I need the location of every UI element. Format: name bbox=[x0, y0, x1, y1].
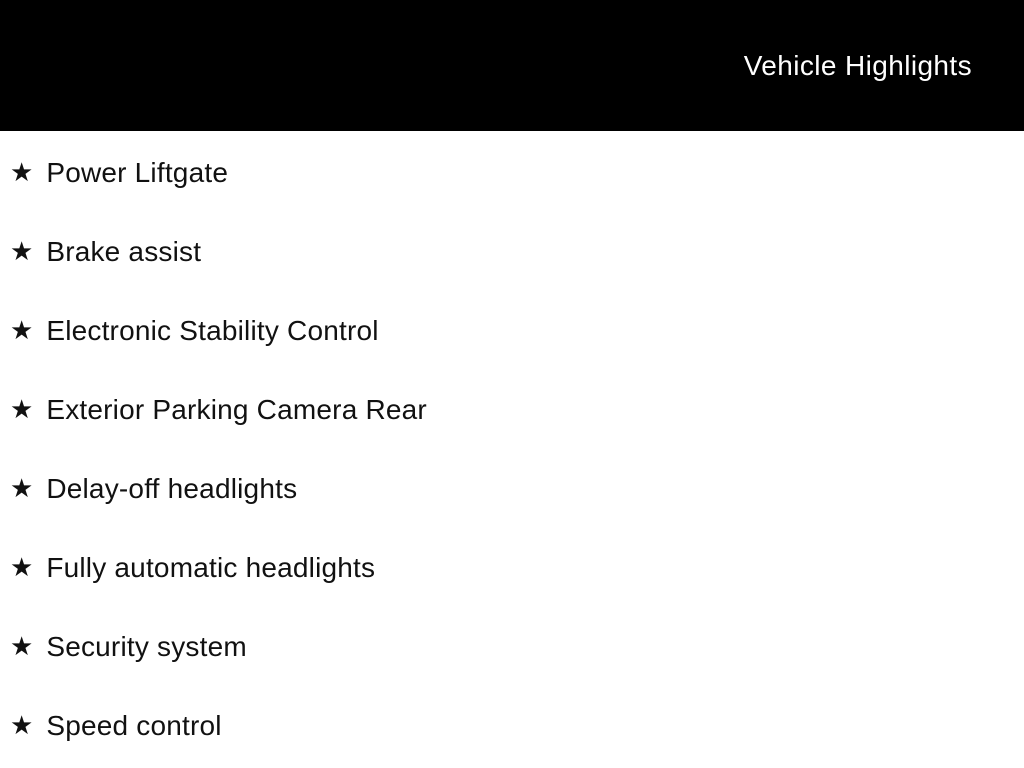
star-icon: ★ bbox=[10, 314, 34, 345]
star-icon: ★ bbox=[10, 393, 34, 424]
list-item bbox=[0, 212, 1024, 291]
header-bar bbox=[0, 0, 1024, 131]
vehicle-highlights-list bbox=[0, 131, 1024, 765]
list-item bbox=[0, 449, 1024, 528]
star-icon: ★ bbox=[10, 630, 34, 661]
list-item-label: Power Liftgate bbox=[46, 156, 229, 188]
page-title: Vehicle Highlights bbox=[743, 49, 972, 81]
list-item-label: Fully automatic headlights bbox=[46, 551, 376, 583]
list-item bbox=[0, 686, 1024, 765]
star-icon: ★ bbox=[10, 472, 34, 503]
star-icon: ★ bbox=[10, 551, 34, 582]
list-item-label: Brake assist bbox=[46, 235, 202, 267]
list-item-label: Exterior Parking Camera Rear bbox=[46, 393, 427, 425]
star-icon: ★ bbox=[10, 235, 34, 266]
star-icon: ★ bbox=[10, 156, 34, 187]
list-item-label: Electronic Stability Control bbox=[46, 314, 379, 346]
star-icon: ★ bbox=[10, 709, 34, 740]
list-item bbox=[0, 607, 1024, 686]
list-item-label: Speed control bbox=[46, 709, 222, 741]
list-item-label: Delay-off headlights bbox=[46, 472, 298, 504]
list-item bbox=[0, 528, 1024, 607]
list-item bbox=[0, 133, 1024, 212]
list-item-label: Security system bbox=[46, 630, 247, 662]
list-item bbox=[0, 291, 1024, 370]
list-item bbox=[0, 370, 1024, 449]
